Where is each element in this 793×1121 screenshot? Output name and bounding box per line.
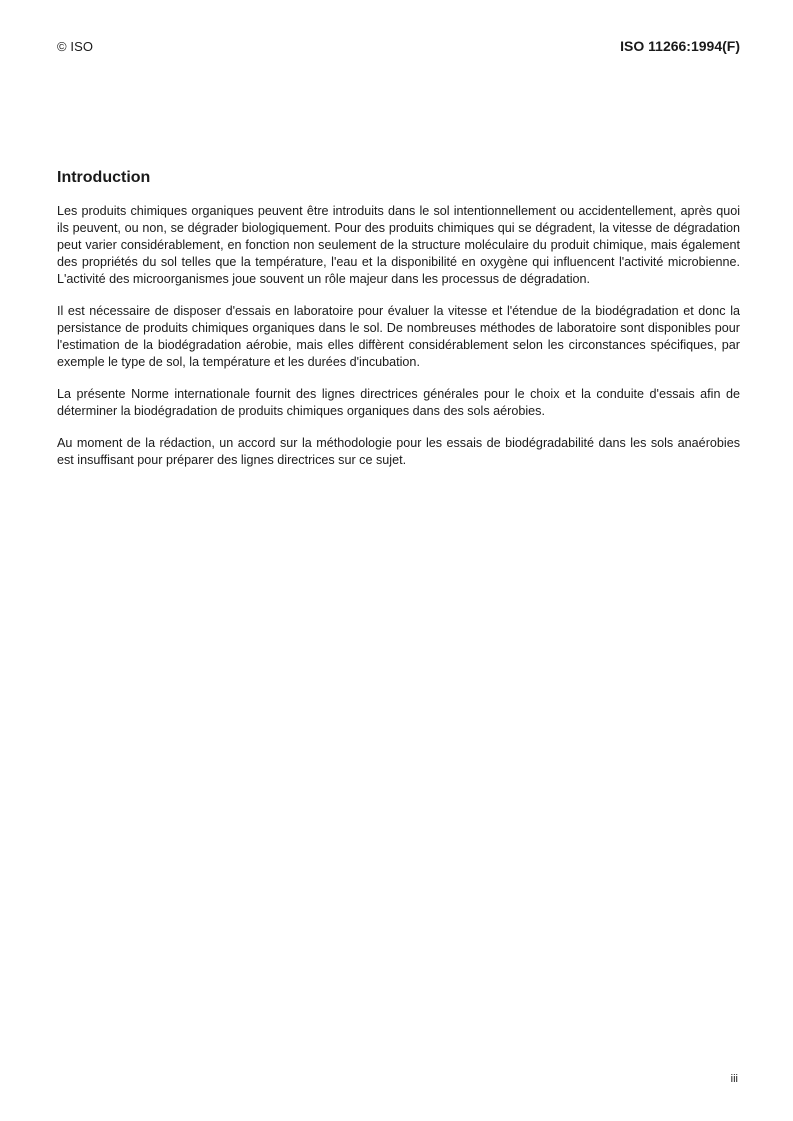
introduction-body	[57, 203, 740, 484]
paragraph-2: Il est nécessaire de disposer d'essais en laboratoire pour évaluer la vitesse et l'étendue de la biodégradation et donc la persistance de produits chimiques organiques dans le sol. De nombreuses méthodes de laboratoire sont disponibles pour l'estimation de la biodégradation aérobie, mais elles diffèrent considérablement selon les circonstances spécifiques, par exemple le type de sol, la température et les durées d'incubation.	[57, 304, 740, 369]
paragraph-4: Au moment de la rédaction, un accord sur la méthodologie pour les essais de biodégradabilité dans les sols anaérobies est insuffisant pour préparer des lignes directrices sur ce sujet.	[57, 436, 740, 467]
section-title: Introduction	[57, 169, 151, 186]
copyright-notice: © ISO	[57, 39, 94, 54]
page-number: iii	[730, 1073, 738, 1085]
paragraph-3: La présente Norme internationale fournit des lignes directrices générales pour le choix et la conduite d'essais afin de déterminer la biodégradation de produits chimiques organiques dans des sols aérobies.	[57, 387, 740, 418]
paragraph-1: Les produits chimiques organiques peuvent être introduits dans le sol intentionnellement ou accidentellement, après quoi ils peuvent, ou non, se dégrader biologiquement. Pour des produits chimiques qui se dégradent, la vitesse de dégradation peut varier considérablement, en fonction non seulement de la structure moléculaire du produit chimique, mais également des propriétés du sol telles que la température, l'eau et la disponibilité en oxygène qui influencent l'activité microbienne. L'activité des microorganismes joue souvent un rôle majeur dans les processus de dégradation.	[57, 204, 740, 286]
standard-identifier: ISO 11266:1994(F)	[620, 38, 740, 54]
